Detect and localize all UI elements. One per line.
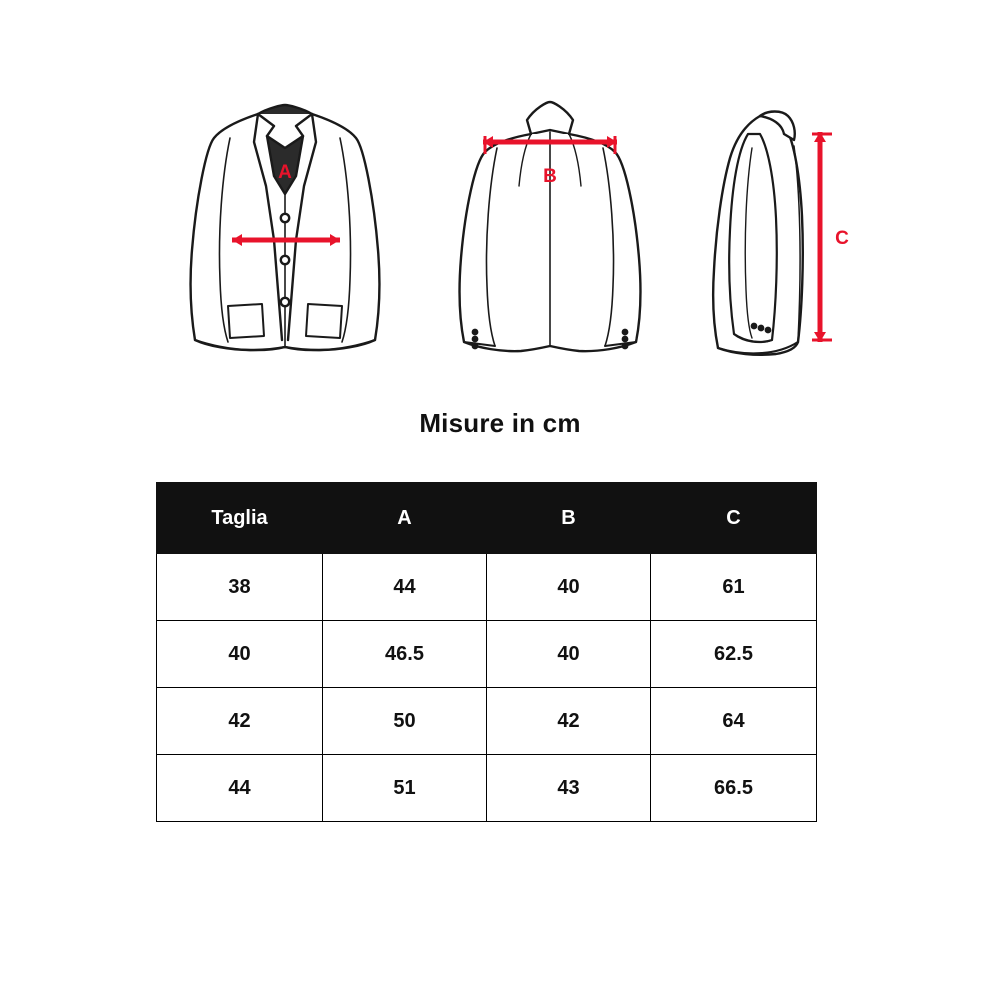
table-cell-b: 40 [487,621,651,688]
table-row [157,621,817,688]
table-cell-a: 50 [323,688,487,755]
size-table [156,482,817,822]
table-cell-c: 61 [651,554,817,621]
table-cell-b: 40 [487,554,651,621]
table-header-cell: Taglia [157,483,323,554]
table-cell-c: 62.5 [651,621,817,688]
jacket-back-view [435,90,665,385]
jacket-front-view [170,90,400,385]
svg-text:C: C [835,228,849,249]
table-header-cell: C [651,483,817,554]
table-header-row [157,483,817,554]
table-header-cell: B [487,483,651,554]
table-cell-c: 64 [651,688,817,755]
table-header-cell: A [323,483,487,554]
table-row [157,688,817,755]
table-cell-size: 40 [157,621,323,688]
table-cell-a: 44 [323,554,487,621]
table-cell-c: 66.5 [651,755,817,822]
caption-measures-unit: Misure in cm [419,408,581,438]
jacket-side-view [690,90,880,385]
table-cell-size: 44 [157,755,323,822]
table-cell-b: 43 [487,755,651,822]
svg-text:B: B [543,166,557,187]
table-cell-size: 42 [157,688,323,755]
svg-text:A: A [278,162,292,183]
illustrations-row [0,90,1000,380]
table-row [157,755,817,822]
table-cell-size: 38 [157,554,323,621]
marker-c-length [812,132,832,342]
size-table-wrapper [156,482,816,822]
table-row [157,554,817,621]
table-cell-a: 51 [323,755,487,822]
table-cell-a: 46.5 [323,621,487,688]
table-cell-b: 42 [487,688,651,755]
